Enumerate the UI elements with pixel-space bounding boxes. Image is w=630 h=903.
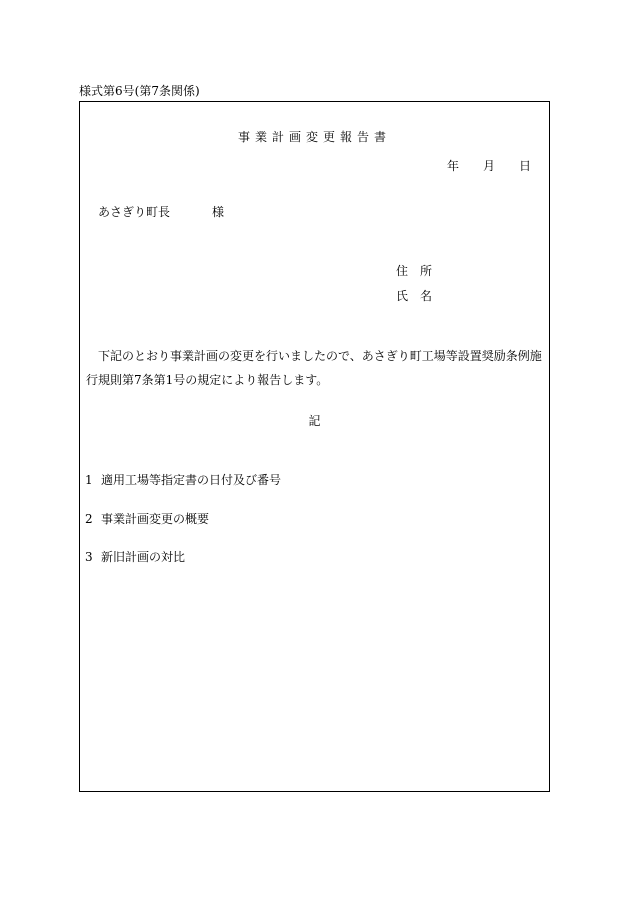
list-item-text: 適用工場等指定書の日付及び番号: [101, 473, 282, 487]
date-year-label: 年: [446, 159, 459, 173]
report-body-text: 下記のとおり事業計画の変更を行いましたので、あさぎり町工場等設置奨励条例施行規則第7条第1号の規定により報告します。: [86, 349, 542, 387]
addressee-line: [98, 203, 224, 220]
applicant-address-label: 住 所: [396, 264, 433, 278]
list-item: [85, 548, 185, 565]
form-number-label: 様式第6号(第7条関係): [79, 84, 200, 98]
date-line: [447, 157, 531, 174]
addressee-honorific: 様: [212, 205, 225, 219]
list-item: [85, 471, 281, 488]
list-item-text: 事業計画変更の概要: [101, 512, 210, 526]
list-item-number: 1: [85, 473, 93, 487]
report-form-frame: [79, 101, 550, 792]
addressee-name: あさぎり町長: [98, 205, 171, 219]
date-day-label: 日: [518, 159, 531, 173]
list-item: [85, 510, 209, 527]
list-item-number: 2: [85, 512, 93, 526]
applicant-name-label: 氏 名: [396, 289, 433, 303]
document-title: 事業計画変更報告書: [237, 130, 391, 144]
date-month-label: 月: [482, 159, 495, 173]
list-item-number: 3: [85, 550, 93, 564]
list-item-text: 新旧計画の対比: [101, 550, 186, 564]
ki-heading: 記: [308, 414, 321, 428]
